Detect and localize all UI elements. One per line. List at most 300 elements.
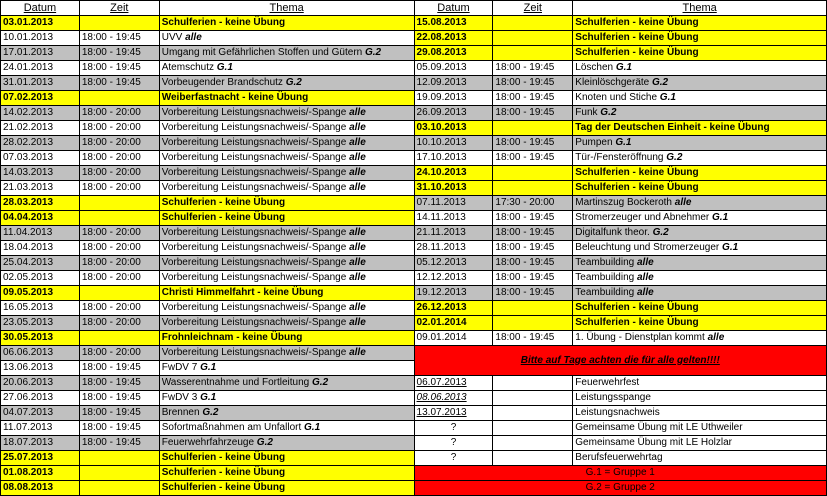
right-date-cell: 31.10.2013: [414, 181, 493, 196]
left-time-cell: 18:00 - 20:00: [79, 136, 159, 151]
topic-text: Wasserentnahme und Fortleitung: [161, 377, 310, 388]
group-tag: G.1: [304, 422, 321, 433]
topic-text: Vorbeugender Brandschutz: [161, 77, 283, 88]
topic-text: Teambuilding: [575, 257, 635, 268]
left-date-cell: 14.02.2013: [1, 106, 80, 121]
topic-text: Schulferien - keine Übung: [575, 17, 699, 28]
topic-text: Tür-/Fensteröffnung: [575, 152, 664, 163]
group-tag: alle: [349, 242, 366, 253]
left-topic-cell: [159, 136, 414, 151]
right-date-cell: 09.01.2014: [414, 331, 493, 346]
right-time-cell: 18:00 - 19:45: [493, 211, 573, 226]
event-date-cell: 13.07.2013: [414, 406, 493, 421]
topic-text: Feuerwehrfahrzeuge: [161, 437, 255, 448]
left-time-cell: 18:00 - 19:45: [79, 31, 159, 46]
topic-text: Schulferien - keine Übung: [575, 182, 699, 193]
schedule-row: [1, 301, 827, 316]
left-date-cell: 20.06.2013: [1, 376, 80, 391]
left-topic-cell: [159, 166, 414, 181]
topic-text: Vorbereitung Leistungsnachweis/-Spange: [161, 122, 347, 133]
legend-cell: G.2 = Gruppe 2: [414, 481, 826, 496]
schedule-row: [1, 121, 827, 136]
left-time-cell: [79, 286, 159, 301]
right-topic-cell: [573, 136, 827, 151]
left-topic-cell: [159, 331, 414, 346]
right-date-cell: 21.11.2013: [414, 226, 493, 241]
group-tag: G.1: [722, 242, 739, 253]
right-time-cell: [493, 301, 573, 316]
right-topic-cell: [573, 181, 827, 196]
group-tag: G.2: [600, 107, 617, 118]
left-time-cell: 18:00 - 20:00: [79, 166, 159, 181]
right-topic-cell: [573, 106, 827, 121]
left-time-cell: 18:00 - 20:00: [79, 121, 159, 136]
schedule-row: [1, 136, 827, 151]
left-date-cell: 21.03.2013: [1, 181, 80, 196]
topic-text: Vorbereitung Leistungsnachweis/-Spange: [161, 107, 347, 118]
right-time-cell: 18:00 - 19:45: [493, 151, 573, 166]
right-date-cell: 28.11.2013: [414, 241, 493, 256]
left-time-cell: 18:00 - 20:00: [79, 151, 159, 166]
right-topic-cell: [573, 196, 827, 211]
right-date-cell: 19.09.2013: [414, 91, 493, 106]
left-topic-cell: [159, 241, 414, 256]
right-date-cell: 19.12.2013: [414, 286, 493, 301]
topic-text: Vorbereitung Leistungsnachweis/-Spange: [161, 227, 347, 238]
schedule-row: [1, 451, 827, 466]
right-date-cell: 26.12.2013: [414, 301, 493, 316]
right-time-cell: 18:00 - 19:45: [493, 286, 573, 301]
event-date-cell: ?: [414, 436, 493, 451]
left-date-cell: 02.05.2013: [1, 271, 80, 286]
schedule-row: [1, 406, 827, 421]
right-topic-cell: [573, 16, 827, 31]
left-topic-cell: [159, 361, 414, 376]
schedule-row: [1, 31, 827, 46]
topic-text: Schulferien - keine Übung: [161, 197, 286, 208]
event-time-cell: [493, 436, 573, 451]
event-time-cell: [493, 451, 573, 466]
left-topic-cell: [159, 466, 414, 481]
topic-text: Weiberfastnacht - keine Übung: [161, 92, 309, 103]
left-date-cell: 25.07.2013: [1, 451, 80, 466]
left-date-cell: 28.03.2013: [1, 196, 80, 211]
left-date-cell: 07.02.2013: [1, 91, 80, 106]
right-topic-cell: [573, 301, 827, 316]
event-date-cell: 08.06.2013: [414, 391, 493, 406]
event-time-cell: [493, 376, 573, 391]
left-date-cell: 10.01.2013: [1, 31, 80, 46]
event-name-cell: Leistungsnachweis: [573, 406, 827, 421]
left-date-cell: 03.01.2013: [1, 16, 80, 31]
group-tag: alle: [707, 332, 725, 343]
topic-text: Schulferien - keine Übung: [575, 47, 699, 58]
schedule-row: [1, 421, 827, 436]
left-topic-cell: [159, 391, 414, 406]
right-date-cell: 10.10.2013: [414, 136, 493, 151]
left-time-cell: [79, 16, 159, 31]
event-date-cell: 06.07.2013: [414, 376, 493, 391]
left-time-cell: 18:00 - 20:00: [79, 226, 159, 241]
event-name-cell: Leistungsspange: [573, 391, 827, 406]
event-name-cell: Gemeinsame Übung mit LE Holzlar: [573, 436, 827, 451]
topic-text: Vorbereitung Leistungsnachweis/-Spange: [161, 317, 347, 328]
left-time-cell: 18:00 - 19:45: [79, 436, 159, 451]
left-topic-cell: [159, 406, 414, 421]
topic-text: Teambuilding: [575, 287, 635, 298]
topic-text: Schulferien - keine Übung: [575, 317, 699, 328]
group-tag: alle: [674, 197, 692, 208]
right-topic-cell: [573, 151, 827, 166]
left-time-cell: [79, 211, 159, 226]
group-tag: alle: [349, 257, 366, 268]
schedule-row: [1, 376, 827, 391]
right-topic-cell: [573, 121, 827, 136]
schedule-row: [1, 91, 827, 106]
topic-text: Digitalfunk theor.: [575, 227, 650, 238]
schedule-row: [1, 106, 827, 121]
topic-text: Vorbereitung Leistungsnachweis/-Spange: [161, 182, 347, 193]
left-topic-cell: [159, 106, 414, 121]
right-date-cell: 05.09.2013: [414, 61, 493, 76]
topic-text: Stromerzeuger und Abnehmer: [575, 212, 710, 223]
group-tag: G.1: [200, 362, 217, 373]
header-zeit-right: Zeit: [493, 1, 573, 16]
left-topic-cell: [159, 376, 414, 391]
left-topic-cell: [159, 181, 414, 196]
right-time-cell: [493, 181, 573, 196]
left-topic-cell: [159, 346, 414, 361]
header-row: [1, 1, 827, 16]
schedule-row: [1, 466, 827, 481]
group-tag: alle: [349, 167, 366, 178]
topic-text: FwDV 7: [161, 362, 198, 373]
left-date-cell: 01.08.2013: [1, 466, 80, 481]
topic-text: Knoten und Stiche: [575, 92, 658, 103]
header-datum-right: Datum: [414, 1, 493, 16]
left-time-cell: [79, 196, 159, 211]
topic-text: Frohnleichnam - keine Übung: [161, 332, 303, 343]
left-topic-cell: [159, 31, 414, 46]
group-tag: alle: [349, 347, 366, 358]
right-time-cell: 18:00 - 19:45: [493, 331, 573, 346]
schedule-row: [1, 166, 827, 181]
topic-text: Beleuchtung und Stromerzeuger: [575, 242, 720, 253]
right-topic-cell: [573, 286, 827, 301]
group-tag: G.2: [652, 77, 669, 88]
topic-text: Pumpen: [575, 137, 613, 148]
group-tag: G.2: [652, 227, 669, 238]
topic-text: Kleinlöschgeräte: [575, 77, 650, 88]
topic-text: Schulferien - keine Übung: [161, 452, 286, 463]
right-topic-cell: [573, 211, 827, 226]
left-time-cell: 18:00 - 20:00: [79, 271, 159, 286]
schedule-row: [1, 256, 827, 271]
right-date-cell: 14.11.2013: [414, 211, 493, 226]
schedule-row: [1, 196, 827, 211]
schedule-row: [1, 481, 827, 496]
right-date-cell: 12.12.2013: [414, 271, 493, 286]
left-date-cell: 06.06.2013: [1, 346, 80, 361]
right-time-cell: 18:00 - 19:45: [493, 106, 573, 121]
left-date-cell: 25.04.2013: [1, 256, 80, 271]
topic-text: Schulferien - keine Übung: [161, 17, 286, 28]
event-date-cell: ?: [414, 451, 493, 466]
right-time-cell: 18:00 - 19:45: [493, 61, 573, 76]
group-tag: G.2: [202, 407, 219, 418]
right-time-cell: [493, 46, 573, 61]
topic-text: Schulferien - keine Übung: [575, 32, 699, 43]
right-date-cell: 02.01.2014: [414, 316, 493, 331]
topic-text: Schulferien - keine Übung: [161, 482, 286, 493]
left-topic-cell: [159, 211, 414, 226]
right-date-cell: 15.08.2013: [414, 16, 493, 31]
right-topic-cell: [573, 241, 827, 256]
left-time-cell: 18:00 - 19:45: [79, 361, 159, 376]
schedule-row: [1, 271, 827, 286]
group-tag: alle: [349, 317, 366, 328]
event-date-cell: ?: [414, 421, 493, 436]
topic-text: UVV: [161, 32, 183, 43]
group-tag: alle: [637, 287, 654, 298]
right-time-cell: 18:00 - 19:45: [493, 91, 573, 106]
left-date-cell: 28.02.2013: [1, 136, 80, 151]
left-date-cell: 08.08.2013: [1, 481, 80, 496]
left-topic-cell: [159, 286, 414, 301]
group-tag: alle: [349, 272, 366, 283]
right-time-cell: 17:30 - 20:00: [493, 196, 573, 211]
group-tag: G.2: [365, 47, 382, 58]
left-topic-cell: [159, 46, 414, 61]
left-topic-cell: [159, 151, 414, 166]
left-date-cell: 16.05.2013: [1, 301, 80, 316]
right-time-cell: 18:00 - 19:45: [493, 226, 573, 241]
left-time-cell: 18:00 - 20:00: [79, 181, 159, 196]
schedule-row: [1, 346, 827, 361]
left-time-cell: 18:00 - 19:45: [79, 391, 159, 406]
left-topic-cell: [159, 436, 414, 451]
topic-text: Schulferien - keine Übung: [575, 302, 699, 313]
left-time-cell: 18:00 - 20:00: [79, 316, 159, 331]
left-topic-cell: [159, 121, 414, 136]
right-topic-cell: [573, 271, 827, 286]
left-topic-cell: [159, 61, 414, 76]
group-tag: alle: [349, 137, 366, 148]
right-topic-cell: [573, 61, 827, 76]
topic-text: 1. Übung - Dienstplan kommt: [575, 332, 705, 343]
group-tag: alle: [637, 257, 654, 268]
topic-text: Vorbereitung Leistungsnachweis/-Spange: [161, 152, 347, 163]
left-date-cell: 04.04.2013: [1, 211, 80, 226]
left-time-cell: 18:00 - 19:45: [79, 46, 159, 61]
left-topic-cell: [159, 271, 414, 286]
right-topic-cell: [573, 31, 827, 46]
left-time-cell: [79, 451, 159, 466]
topic-text: Vorbereitung Leistungsnachweis/-Spange: [161, 257, 347, 268]
group-tag: alle: [349, 122, 366, 133]
right-time-cell: 18:00 - 19:45: [493, 256, 573, 271]
right-topic-cell: [573, 226, 827, 241]
group-tag: G.1: [712, 212, 729, 223]
left-date-cell: 21.02.2013: [1, 121, 80, 136]
schedule-row: [1, 46, 827, 61]
group-tag: alle: [349, 302, 366, 313]
group-tag: G.1: [615, 62, 632, 73]
group-tag: alle: [349, 107, 366, 118]
left-time-cell: 18:00 - 20:00: [79, 241, 159, 256]
right-time-cell: [493, 16, 573, 31]
left-time-cell: 18:00 - 19:45: [79, 376, 159, 391]
schedule-row: [1, 226, 827, 241]
left-topic-cell: [159, 421, 414, 436]
topic-text: Christi Himmelfahrt - keine Übung: [161, 287, 324, 298]
right-date-cell: 22.08.2013: [414, 31, 493, 46]
header-datum-left: Datum: [1, 1, 80, 16]
left-time-cell: 18:00 - 19:45: [79, 61, 159, 76]
right-date-cell: 26.09.2013: [414, 106, 493, 121]
right-topic-cell: [573, 46, 827, 61]
left-date-cell: 11.07.2013: [1, 421, 80, 436]
header-zeit-left: Zeit: [79, 1, 159, 16]
left-time-cell: 18:00 - 20:00: [79, 301, 159, 316]
left-topic-cell: [159, 256, 414, 271]
right-topic-cell: [573, 256, 827, 271]
group-tag: G.2: [312, 377, 329, 388]
right-time-cell: [493, 166, 573, 181]
right-time-cell: 18:00 - 19:45: [493, 241, 573, 256]
group-tag: G.2: [256, 437, 273, 448]
topic-text: Schulferien - keine Übung: [575, 167, 699, 178]
group-tag: G.1: [200, 392, 217, 403]
event-time-cell: [493, 406, 573, 421]
schedule-row: [1, 151, 827, 166]
topic-text: Sofortmaßnahmen am Unfallort: [161, 422, 302, 433]
schedule-row: [1, 16, 827, 31]
left-time-cell: [79, 466, 159, 481]
left-topic-cell: [159, 76, 414, 91]
left-time-cell: [79, 481, 159, 496]
right-date-cell: 03.10.2013: [414, 121, 493, 136]
event-name-cell: Feuerwehrfest: [573, 376, 827, 391]
left-date-cell: 07.03.2013: [1, 151, 80, 166]
left-date-cell: 09.05.2013: [1, 286, 80, 301]
topic-text: Vorbereitung Leistungsnachweis/-Spange: [161, 242, 347, 253]
header-thema-left: Thema: [159, 1, 414, 16]
group-tag: G.1: [216, 62, 233, 73]
left-date-cell: 27.06.2013: [1, 391, 80, 406]
schedule-row: [1, 316, 827, 331]
schedule-row: [1, 76, 827, 91]
left-time-cell: 18:00 - 19:45: [79, 406, 159, 421]
topic-text: Funk: [575, 107, 598, 118]
right-date-cell: 05.12.2013: [414, 256, 493, 271]
schedule-row: [1, 241, 827, 256]
topic-text: FwDV 3: [161, 392, 198, 403]
left-date-cell: 14.03.2013: [1, 166, 80, 181]
topic-text: Vorbereitung Leistungsnachweis/-Spange: [161, 272, 347, 283]
topic-text: Tag der Deutschen Einheit - keine Übung: [575, 122, 770, 133]
right-topic-cell: [573, 166, 827, 181]
group-tag: G.1: [615, 137, 632, 148]
event-time-cell: [493, 421, 573, 436]
group-tag: alle: [349, 227, 366, 238]
right-time-cell: 18:00 - 19:45: [493, 136, 573, 151]
event-name-cell: Berufsfeuerwehrtag: [573, 451, 827, 466]
left-time-cell: [79, 331, 159, 346]
left-topic-cell: [159, 316, 414, 331]
event-name-cell: Gemeinsame Übung mit LE Uthweiler: [573, 421, 827, 436]
schedule-row: [1, 286, 827, 301]
schedule-row: [1, 331, 827, 346]
left-time-cell: 18:00 - 20:00: [79, 106, 159, 121]
topic-text: Umgang mit Gefährlichen Stoffen und Gütern: [161, 47, 363, 58]
left-topic-cell: [159, 301, 414, 316]
topic-text: Martinszug Bockeroth: [575, 197, 672, 208]
left-date-cell: 23.05.2013: [1, 316, 80, 331]
left-date-cell: 11.04.2013: [1, 226, 80, 241]
topic-text: Vorbereitung Leistungsnachweis/-Spange: [161, 137, 347, 148]
schedule-row: [1, 61, 827, 76]
alert-banner: Bitte auf Tage achten die für alle gelten!!!!: [414, 346, 826, 376]
topic-text: Vorbereitung Leistungsnachweis/-Spange: [161, 167, 347, 178]
group-tag: G.2: [285, 77, 302, 88]
right-date-cell: 17.10.2013: [414, 151, 493, 166]
legend-cell: G.1 = Gruppe 1: [414, 466, 826, 481]
topic-text: Brennen: [161, 407, 200, 418]
event-time-cell: [493, 391, 573, 406]
left-topic-cell: [159, 91, 414, 106]
topic-text: Teambuilding: [575, 272, 635, 283]
topic-text: Vorbereitung Leistungsnachweis/-Spange: [161, 302, 347, 313]
group-tag: G.2: [666, 152, 683, 163]
left-date-cell: 31.01.2013: [1, 76, 80, 91]
right-date-cell: 29.08.2013: [414, 46, 493, 61]
group-tag: alle: [185, 32, 202, 43]
right-topic-cell: [573, 331, 827, 346]
right-time-cell: [493, 121, 573, 136]
left-time-cell: 18:00 - 20:00: [79, 256, 159, 271]
left-date-cell: 17.01.2013: [1, 46, 80, 61]
group-tag: alle: [349, 182, 366, 193]
topic-text: Löschen: [575, 62, 614, 73]
schedule-row: [1, 181, 827, 196]
topic-text: Atemschutz: [161, 62, 214, 73]
left-topic-cell: [159, 226, 414, 241]
left-date-cell: 13.06.2013: [1, 361, 80, 376]
schedule-row: [1, 391, 827, 406]
left-topic-cell: [159, 16, 414, 31]
right-time-cell: [493, 31, 573, 46]
topic-text: Schulferien - keine Übung: [161, 467, 286, 478]
group-tag: alle: [349, 152, 366, 163]
right-time-cell: 18:00 - 19:45: [493, 76, 573, 91]
right-topic-cell: [573, 91, 827, 106]
schedule-row: [1, 436, 827, 451]
right-date-cell: 24.10.2013: [414, 166, 493, 181]
group-tag: alle: [637, 272, 654, 283]
group-tag: G.1: [659, 92, 676, 103]
left-time-cell: [79, 91, 159, 106]
left-date-cell: 04.07.2013: [1, 406, 80, 421]
left-date-cell: 18.07.2013: [1, 436, 80, 451]
left-time-cell: 18:00 - 19:45: [79, 76, 159, 91]
header-thema-right: Thema: [573, 1, 827, 16]
left-topic-cell: [159, 451, 414, 466]
right-date-cell: 07.11.2013: [414, 196, 493, 211]
topic-text: Vorbereitung Leistungsnachweis/-Spange: [161, 347, 347, 358]
left-time-cell: 18:00 - 19:45: [79, 421, 159, 436]
topic-text: Schulferien - keine Übung: [161, 212, 286, 223]
